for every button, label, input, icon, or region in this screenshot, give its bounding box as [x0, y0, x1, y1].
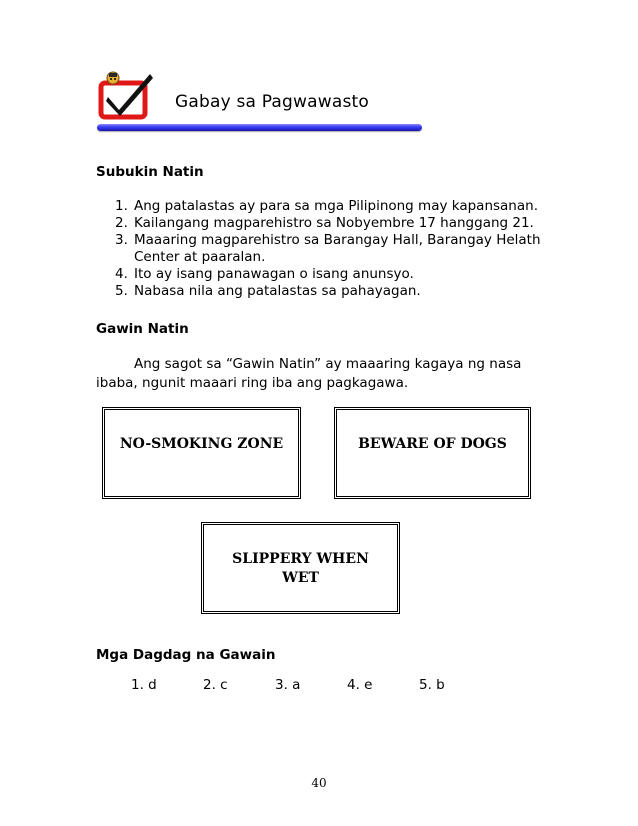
sign-beware-of-dogs: [334, 407, 531, 499]
list-item-text: Ito ay isang panawagan o isang anunsyo.: [134, 266, 414, 282]
list-item-text: Maaaring magparehistro sa Barangay Hall, Barangay Helath Center at paaralan.: [134, 232, 541, 265]
list-item-text: Kailangang magparehistro sa Nobyembre 17 hanggang 21.: [134, 215, 534, 231]
list-item-number: 5.: [115, 283, 128, 299]
gawin-paragraph: [96, 355, 536, 393]
subukin-heading: Subukin Natin: [96, 164, 204, 180]
page-number: 40: [311, 776, 327, 790]
list-item-number: 1.: [115, 198, 128, 214]
sign-slippery-when-wet: [201, 522, 400, 614]
answer-item: 3. a: [275, 677, 301, 693]
answer-item: 4. e: [347, 677, 373, 693]
gawin-heading: Gawin Natin: [96, 321, 189, 337]
list-item-text: Nabasa nila ang patalastas sa pahayagan.: [134, 283, 421, 299]
list-item: [115, 283, 554, 300]
list-item-number: 4.: [115, 266, 128, 282]
dagdag-heading: Mga Dagdag na Gawain: [96, 647, 276, 663]
answer-item: 5. b: [419, 677, 445, 693]
sign-text: NO-SMOKING ZONE: [119, 436, 284, 452]
sign-text-line-1: SLIPPERY WHEN: [232, 551, 369, 567]
sign-text-line-2: WET: [282, 570, 319, 586]
sign-text: BEWARE OF DOGS: [358, 436, 507, 452]
list-item: [115, 215, 554, 232]
answer-item: 2. c: [203, 677, 228, 693]
list-item-text: Ang patalastas ay para sa mga Pilipinong may kapansanan.: [134, 198, 538, 214]
list-item: [115, 232, 554, 266]
sign-no-smoking: [102, 407, 301, 499]
gawin-paragraph-text: Ang sagot sa “Gawin Natin” ay maaaring kagaya ng nasa ibaba, ngunit maaari ring iba ang pagkagawa.: [96, 356, 522, 391]
header-divider: [97, 124, 422, 131]
list-item: [115, 266, 554, 283]
checkbox-check-icon: [98, 68, 156, 120]
dagdag-answers: [131, 677, 491, 693]
header-title: Gabay sa Pagwawasto: [175, 92, 370, 112]
list-item-number: 2.: [115, 215, 128, 231]
list-item: [115, 198, 554, 215]
answer-item: 1. d: [131, 677, 157, 693]
list-item-number: 3.: [115, 232, 128, 248]
subukin-answer-list: [115, 198, 554, 300]
